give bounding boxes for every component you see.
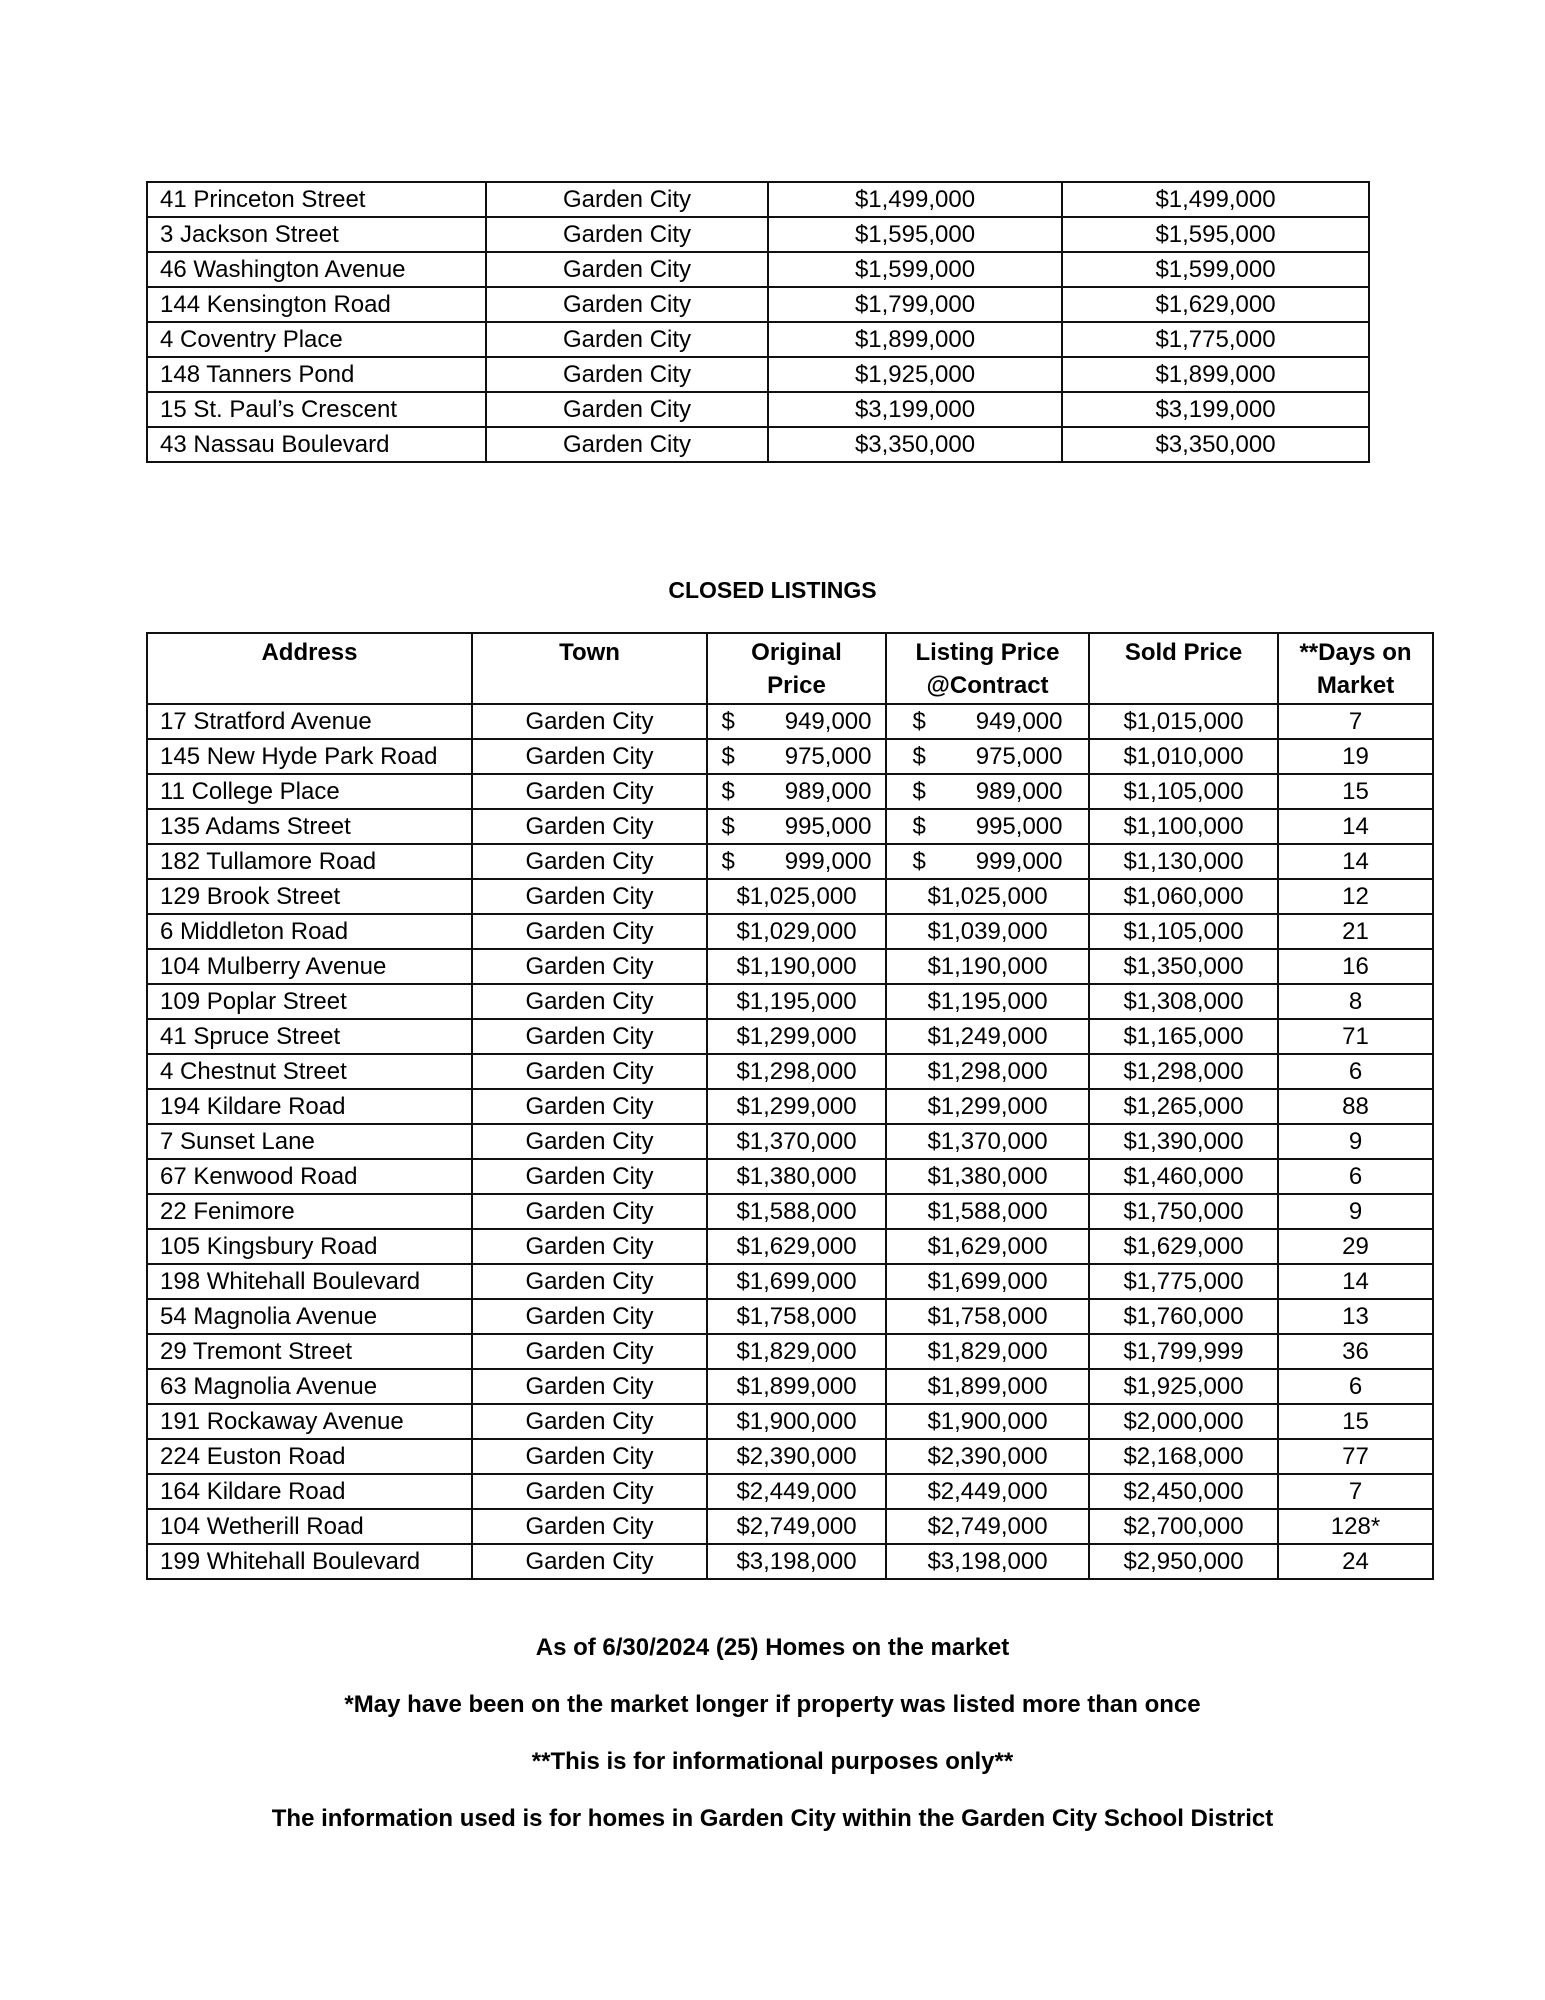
address-cell: 54 Magnolia Avenue xyxy=(147,1299,472,1334)
sold-price-cell: $1,130,000 xyxy=(1089,844,1278,879)
address-cell: 46 Washington Avenue xyxy=(147,252,486,287)
table-row xyxy=(147,1544,1433,1579)
listing-price-cell: $1,249,000 xyxy=(886,1019,1089,1054)
closed-listings-body xyxy=(147,704,1433,1579)
days-on-market-cell: 15 xyxy=(1278,774,1433,809)
header-listing-price-line2: @Contract xyxy=(926,672,1049,699)
pending-listings-table xyxy=(146,181,1370,463)
pending-listings-body xyxy=(147,182,1369,462)
town-cell: Garden City xyxy=(486,182,768,217)
closed-listings-table xyxy=(146,632,1434,1580)
original-price-cell: $1,900,000 xyxy=(707,1404,886,1439)
accounting-value xyxy=(722,776,872,807)
address-cell: 17 Stratford Avenue xyxy=(147,704,472,739)
days-on-market-cell: 6 xyxy=(1278,1054,1433,1089)
original-price-cell: $2,449,000 xyxy=(707,1474,886,1509)
table-row xyxy=(147,322,1369,357)
town-cell: Garden City xyxy=(472,739,707,774)
original-price-cell: $2,390,000 xyxy=(707,1439,886,1474)
days-on-market-cell: 29 xyxy=(1278,1229,1433,1264)
listing-price-cell: $1,025,000 xyxy=(886,879,1089,914)
address-cell: 191 Rockaway Avenue xyxy=(147,1404,472,1439)
table-row xyxy=(147,1369,1433,1404)
listing-price-cell: $1,595,000 xyxy=(1062,217,1369,252)
address-cell: 182 Tullamore Road xyxy=(147,844,472,879)
sold-price-cell: $1,350,000 xyxy=(1089,949,1278,984)
original-price-cell: $1,829,000 xyxy=(707,1334,886,1369)
header-days-line2: Market xyxy=(1316,672,1395,699)
listing-price-cell: $1,699,000 xyxy=(886,1264,1089,1299)
days-on-market-cell: 8 xyxy=(1278,984,1433,1019)
listing-price-cell xyxy=(886,844,1089,879)
amount: 975,000 xyxy=(975,743,1063,770)
town-cell: Garden City xyxy=(472,1089,707,1124)
dollar-sign: $ xyxy=(721,708,735,735)
listing-price-cell: $1,629,000 xyxy=(886,1229,1089,1264)
days-on-market-cell: 6 xyxy=(1278,1369,1433,1404)
days-on-market-cell: 14 xyxy=(1278,809,1433,844)
address-cell: 224 Euston Road xyxy=(147,1439,472,1474)
sold-price-cell: $1,265,000 xyxy=(1089,1089,1278,1124)
table-row xyxy=(147,287,1369,322)
address-cell: 164 Kildare Road xyxy=(147,1474,472,1509)
original-price-cell: $1,299,000 xyxy=(707,1019,886,1054)
town-cell: Garden City xyxy=(486,217,768,252)
sold-price-cell: $1,165,000 xyxy=(1089,1019,1278,1054)
listing-price-cell: $1,900,000 xyxy=(886,1404,1089,1439)
address-cell: 105 Kingsbury Road xyxy=(147,1229,472,1264)
dollar-sign: $ xyxy=(912,813,926,840)
accounting-value xyxy=(913,706,1063,737)
sold-price-cell: $2,700,000 xyxy=(1089,1509,1278,1544)
sold-price-cell: $2,450,000 xyxy=(1089,1474,1278,1509)
header-address xyxy=(147,633,472,704)
dollar-sign: $ xyxy=(721,778,735,805)
listing-price-cell: $1,899,000 xyxy=(1062,357,1369,392)
listing-price-cell: $1,599,000 xyxy=(1062,252,1369,287)
table-row xyxy=(147,1124,1433,1159)
original-price-cell: $3,199,000 xyxy=(768,392,1062,427)
days-on-market-cell: 14 xyxy=(1278,1264,1433,1299)
accounting-value xyxy=(722,706,872,737)
address-cell: 104 Wetherill Road xyxy=(147,1509,472,1544)
sold-price-cell: $1,629,000 xyxy=(1089,1229,1278,1264)
days-on-market-cell: 12 xyxy=(1278,879,1433,914)
sold-price-cell: $1,308,000 xyxy=(1089,984,1278,1019)
original-price-cell: $1,299,000 xyxy=(707,1089,886,1124)
table-row xyxy=(147,1159,1433,1194)
address-cell: 4 Chestnut Street xyxy=(147,1054,472,1089)
table-row xyxy=(147,809,1433,844)
original-price-cell: $1,595,000 xyxy=(768,217,1062,252)
accounting-value xyxy=(722,846,872,877)
accounting-value xyxy=(913,776,1063,807)
sold-price-cell: $1,760,000 xyxy=(1089,1299,1278,1334)
town-cell: Garden City xyxy=(472,1404,707,1439)
days-on-market-cell: 88 xyxy=(1278,1089,1433,1124)
address-cell: 148 Tanners Pond xyxy=(147,357,486,392)
address-cell: 4 Coventry Place xyxy=(147,322,486,357)
table-row xyxy=(147,1019,1433,1054)
listing-price-cell: $1,195,000 xyxy=(886,984,1089,1019)
dollar-sign: $ xyxy=(721,813,735,840)
address-cell: 109 Poplar Street xyxy=(147,984,472,1019)
accounting-value xyxy=(913,741,1063,772)
footnote-may-have: *May have been on the market longer if property was listed more than once xyxy=(344,1691,1201,1718)
table-row xyxy=(147,879,1433,914)
listing-price-cell: $1,588,000 xyxy=(886,1194,1089,1229)
listing-price-cell: $1,190,000 xyxy=(886,949,1089,984)
town-cell: Garden City xyxy=(486,357,768,392)
original-price-cell: $1,195,000 xyxy=(707,984,886,1019)
dollar-sign: $ xyxy=(721,743,735,770)
original-price-cell: $1,380,000 xyxy=(707,1159,886,1194)
original-price-cell: $1,599,000 xyxy=(768,252,1062,287)
header-address-label: Address xyxy=(261,639,358,666)
address-cell: 22 Fenimore xyxy=(147,1194,472,1229)
table-row xyxy=(147,1229,1433,1264)
original-price-cell: $1,925,000 xyxy=(768,357,1062,392)
sold-price-cell: $1,925,000 xyxy=(1089,1369,1278,1404)
address-cell: 145 New Hyde Park Road xyxy=(147,739,472,774)
listing-price-cell: $1,629,000 xyxy=(1062,287,1369,322)
address-cell: 43 Nassau Boulevard xyxy=(147,427,486,462)
table-row xyxy=(147,357,1369,392)
address-cell: 41 Spruce Street xyxy=(147,1019,472,1054)
original-price-cell: $1,499,000 xyxy=(768,182,1062,217)
listing-price-cell: $1,758,000 xyxy=(886,1299,1089,1334)
amount: 999,000 xyxy=(784,848,872,875)
town-cell: Garden City xyxy=(472,1509,707,1544)
sold-price-cell: $1,750,000 xyxy=(1089,1194,1278,1229)
town-cell: Garden City xyxy=(472,879,707,914)
original-price-cell: $1,799,000 xyxy=(768,287,1062,322)
days-on-market-cell: 13 xyxy=(1278,1299,1433,1334)
original-price-cell xyxy=(707,704,886,739)
sold-price-cell: $1,105,000 xyxy=(1089,774,1278,809)
days-on-market-cell: 9 xyxy=(1278,1124,1433,1159)
header-listing-price xyxy=(886,633,1089,704)
listing-price-cell: $2,749,000 xyxy=(886,1509,1089,1544)
town-cell: Garden City xyxy=(472,1334,707,1369)
listing-price-cell: $1,299,000 xyxy=(886,1089,1089,1124)
original-price-cell xyxy=(707,844,886,879)
listing-price-cell: $3,350,000 xyxy=(1062,427,1369,462)
amount: 949,000 xyxy=(784,708,872,735)
original-price-cell: $1,370,000 xyxy=(707,1124,886,1159)
dollar-sign: $ xyxy=(912,708,926,735)
dollar-sign: $ xyxy=(721,848,735,875)
town-cell: Garden City xyxy=(472,1159,707,1194)
table-row xyxy=(147,949,1433,984)
town-cell: Garden City xyxy=(472,844,707,879)
header-days-line1: **Days on xyxy=(1299,639,1412,666)
address-cell: 15 St. Paul’s Crescent xyxy=(147,392,486,427)
original-price-cell: $1,758,000 xyxy=(707,1299,886,1334)
listing-price-cell: $1,039,000 xyxy=(886,914,1089,949)
sold-price-cell: $2,950,000 xyxy=(1089,1544,1278,1579)
listing-price-cell xyxy=(886,704,1089,739)
days-on-market-cell: 7 xyxy=(1278,704,1433,739)
table-row xyxy=(147,1054,1433,1089)
table-row xyxy=(147,1439,1433,1474)
header-days-on-market xyxy=(1278,633,1433,704)
address-cell: 29 Tremont Street xyxy=(147,1334,472,1369)
address-cell: 104 Mulberry Avenue xyxy=(147,949,472,984)
sold-price-cell: $1,010,000 xyxy=(1089,739,1278,774)
listing-price-cell: $1,380,000 xyxy=(886,1159,1089,1194)
sold-price-cell: $1,105,000 xyxy=(1089,914,1278,949)
footnote-informational: **This is for informational purposes only** xyxy=(531,1748,1014,1775)
table-row xyxy=(147,914,1433,949)
table-row xyxy=(147,1089,1433,1124)
address-cell: 198 Whitehall Boulevard xyxy=(147,1264,472,1299)
closed-listings-title: CLOSED LISTINGS xyxy=(668,577,877,603)
town-cell: Garden City xyxy=(486,427,768,462)
town-cell: Garden City xyxy=(472,1439,707,1474)
table-row xyxy=(147,1474,1433,1509)
listing-price-cell: $1,298,000 xyxy=(886,1054,1089,1089)
days-on-market-cell: 6 xyxy=(1278,1159,1433,1194)
listing-price-cell xyxy=(886,809,1089,844)
closed-listings-header-row xyxy=(147,633,1433,704)
town-cell: Garden City xyxy=(472,949,707,984)
dollar-sign: $ xyxy=(912,743,926,770)
sold-price-cell: $2,168,000 xyxy=(1089,1439,1278,1474)
footnote-information-used: The information used is for homes in Garden City within the Garden City School District xyxy=(271,1805,1274,1832)
listing-price-cell: $2,449,000 xyxy=(886,1474,1089,1509)
original-price-cell xyxy=(707,809,886,844)
table-row xyxy=(147,392,1369,427)
town-cell: Garden City xyxy=(472,1019,707,1054)
address-cell: 3 Jackson Street xyxy=(147,217,486,252)
listing-price-cell: $1,499,000 xyxy=(1062,182,1369,217)
original-price-cell: $1,029,000 xyxy=(707,914,886,949)
header-original-price-line2: Price xyxy=(767,672,826,699)
listing-price-cell: $3,198,000 xyxy=(886,1544,1089,1579)
sold-price-cell: $1,015,000 xyxy=(1089,704,1278,739)
table-row xyxy=(147,1334,1433,1369)
original-price-cell: $1,025,000 xyxy=(707,879,886,914)
accounting-value xyxy=(913,811,1063,842)
listing-price-cell: $2,390,000 xyxy=(886,1439,1089,1474)
table-row xyxy=(147,182,1369,217)
town-cell: Garden City xyxy=(472,1544,707,1579)
footnote-as-of: As of 6/30/2024 (25) Homes on the market xyxy=(535,1634,1010,1661)
sold-price-cell: $2,000,000 xyxy=(1089,1404,1278,1439)
amount: 989,000 xyxy=(784,778,872,805)
original-price-cell: $1,298,000 xyxy=(707,1054,886,1089)
original-price-cell: $1,190,000 xyxy=(707,949,886,984)
table-row xyxy=(147,1299,1433,1334)
dollar-sign: $ xyxy=(912,848,926,875)
amount: 995,000 xyxy=(784,813,872,840)
table-row xyxy=(147,984,1433,1019)
days-on-market-cell: 15 xyxy=(1278,1404,1433,1439)
town-cell: Garden City xyxy=(486,287,768,322)
header-sold-price xyxy=(1089,633,1278,704)
original-price-cell: $1,699,000 xyxy=(707,1264,886,1299)
town-cell: Garden City xyxy=(472,809,707,844)
accounting-value xyxy=(913,846,1063,877)
town-cell: Garden City xyxy=(472,1054,707,1089)
town-cell: Garden City xyxy=(486,392,768,427)
amount: 995,000 xyxy=(975,813,1063,840)
listing-price-cell: $1,899,000 xyxy=(886,1369,1089,1404)
table-row xyxy=(147,1509,1433,1544)
address-cell: 144 Kensington Road xyxy=(147,287,486,322)
original-price-cell: $1,899,000 xyxy=(768,322,1062,357)
accounting-value xyxy=(722,811,872,842)
header-town-label: Town xyxy=(559,639,620,666)
table-row xyxy=(147,739,1433,774)
sold-price-cell: $1,390,000 xyxy=(1089,1124,1278,1159)
original-price-cell: $2,749,000 xyxy=(707,1509,886,1544)
sold-price-cell: $1,298,000 xyxy=(1089,1054,1278,1089)
town-cell: Garden City xyxy=(472,984,707,1019)
town-cell: Garden City xyxy=(472,1229,707,1264)
amount: 975,000 xyxy=(784,743,872,770)
amount: 989,000 xyxy=(975,778,1063,805)
town-cell: Garden City xyxy=(472,704,707,739)
days-on-market-cell: 7 xyxy=(1278,1474,1433,1509)
days-on-market-cell: 9 xyxy=(1278,1194,1433,1229)
dollar-sign: $ xyxy=(912,778,926,805)
table-row xyxy=(147,1194,1433,1229)
header-town xyxy=(472,633,707,704)
town-cell: Garden City xyxy=(486,252,768,287)
sold-price-cell: $1,100,000 xyxy=(1089,809,1278,844)
sold-price-cell: $1,799,999 xyxy=(1089,1334,1278,1369)
original-price-cell xyxy=(707,739,886,774)
original-price-cell: $3,350,000 xyxy=(768,427,1062,462)
listing-price-cell: $1,829,000 xyxy=(886,1334,1089,1369)
town-cell: Garden City xyxy=(472,1369,707,1404)
listing-price-cell: $1,775,000 xyxy=(1062,322,1369,357)
address-cell: 11 College Place xyxy=(147,774,472,809)
days-on-market-cell: 16 xyxy=(1278,949,1433,984)
table-row xyxy=(147,774,1433,809)
table-row xyxy=(147,252,1369,287)
original-price-cell: $1,588,000 xyxy=(707,1194,886,1229)
address-cell: 194 Kildare Road xyxy=(147,1089,472,1124)
header-sold-price-label: Sold Price xyxy=(1124,639,1243,666)
address-cell: 135 Adams Street xyxy=(147,809,472,844)
sold-price-cell: $1,775,000 xyxy=(1089,1264,1278,1299)
days-on-market-cell: 14 xyxy=(1278,844,1433,879)
listing-price-cell xyxy=(886,774,1089,809)
days-on-market-cell: 19 xyxy=(1278,739,1433,774)
table-row xyxy=(147,217,1369,252)
days-on-market-cell: 71 xyxy=(1278,1019,1433,1054)
original-price-cell: $1,899,000 xyxy=(707,1369,886,1404)
original-price-cell xyxy=(707,774,886,809)
table-row xyxy=(147,704,1433,739)
days-on-market-cell: 21 xyxy=(1278,914,1433,949)
address-cell: 7 Sunset Lane xyxy=(147,1124,472,1159)
days-on-market-cell: 24 xyxy=(1278,1544,1433,1579)
town-cell: Garden City xyxy=(472,914,707,949)
sold-price-cell: $1,060,000 xyxy=(1089,879,1278,914)
town-cell: Garden City xyxy=(472,1264,707,1299)
town-cell: Garden City xyxy=(472,774,707,809)
header-listing-price-line1: Listing Price xyxy=(915,639,1060,666)
table-row xyxy=(147,1404,1433,1439)
address-cell: 129 Brook Street xyxy=(147,879,472,914)
listing-price-cell xyxy=(886,739,1089,774)
town-cell: Garden City xyxy=(472,1299,707,1334)
days-on-market-cell: 128* xyxy=(1278,1509,1433,1544)
address-cell: 6 Middleton Road xyxy=(147,914,472,949)
days-on-market-cell: 36 xyxy=(1278,1334,1433,1369)
amount: 999,000 xyxy=(975,848,1063,875)
address-cell: 67 Kenwood Road xyxy=(147,1159,472,1194)
table-row xyxy=(147,427,1369,462)
amount: 949,000 xyxy=(975,708,1063,735)
town-cell: Garden City xyxy=(472,1194,707,1229)
listing-price-cell: $3,199,000 xyxy=(1062,392,1369,427)
table-row xyxy=(147,844,1433,879)
original-price-cell: $3,198,000 xyxy=(707,1544,886,1579)
accounting-value xyxy=(722,741,872,772)
header-original-price-line1: Original xyxy=(751,639,842,666)
original-price-cell: $1,629,000 xyxy=(707,1229,886,1264)
table-row xyxy=(147,1264,1433,1299)
address-cell: 63 Magnolia Avenue xyxy=(147,1369,472,1404)
town-cell: Garden City xyxy=(472,1124,707,1159)
sold-price-cell: $1,460,000 xyxy=(1089,1159,1278,1194)
town-cell: Garden City xyxy=(472,1474,707,1509)
listing-price-cell: $1,370,000 xyxy=(886,1124,1089,1159)
days-on-market-cell: 77 xyxy=(1278,1439,1433,1474)
header-original-price xyxy=(707,633,886,704)
town-cell: Garden City xyxy=(486,322,768,357)
address-cell: 41 Princeton Street xyxy=(147,182,486,217)
address-cell: 199 Whitehall Boulevard xyxy=(147,1544,472,1579)
